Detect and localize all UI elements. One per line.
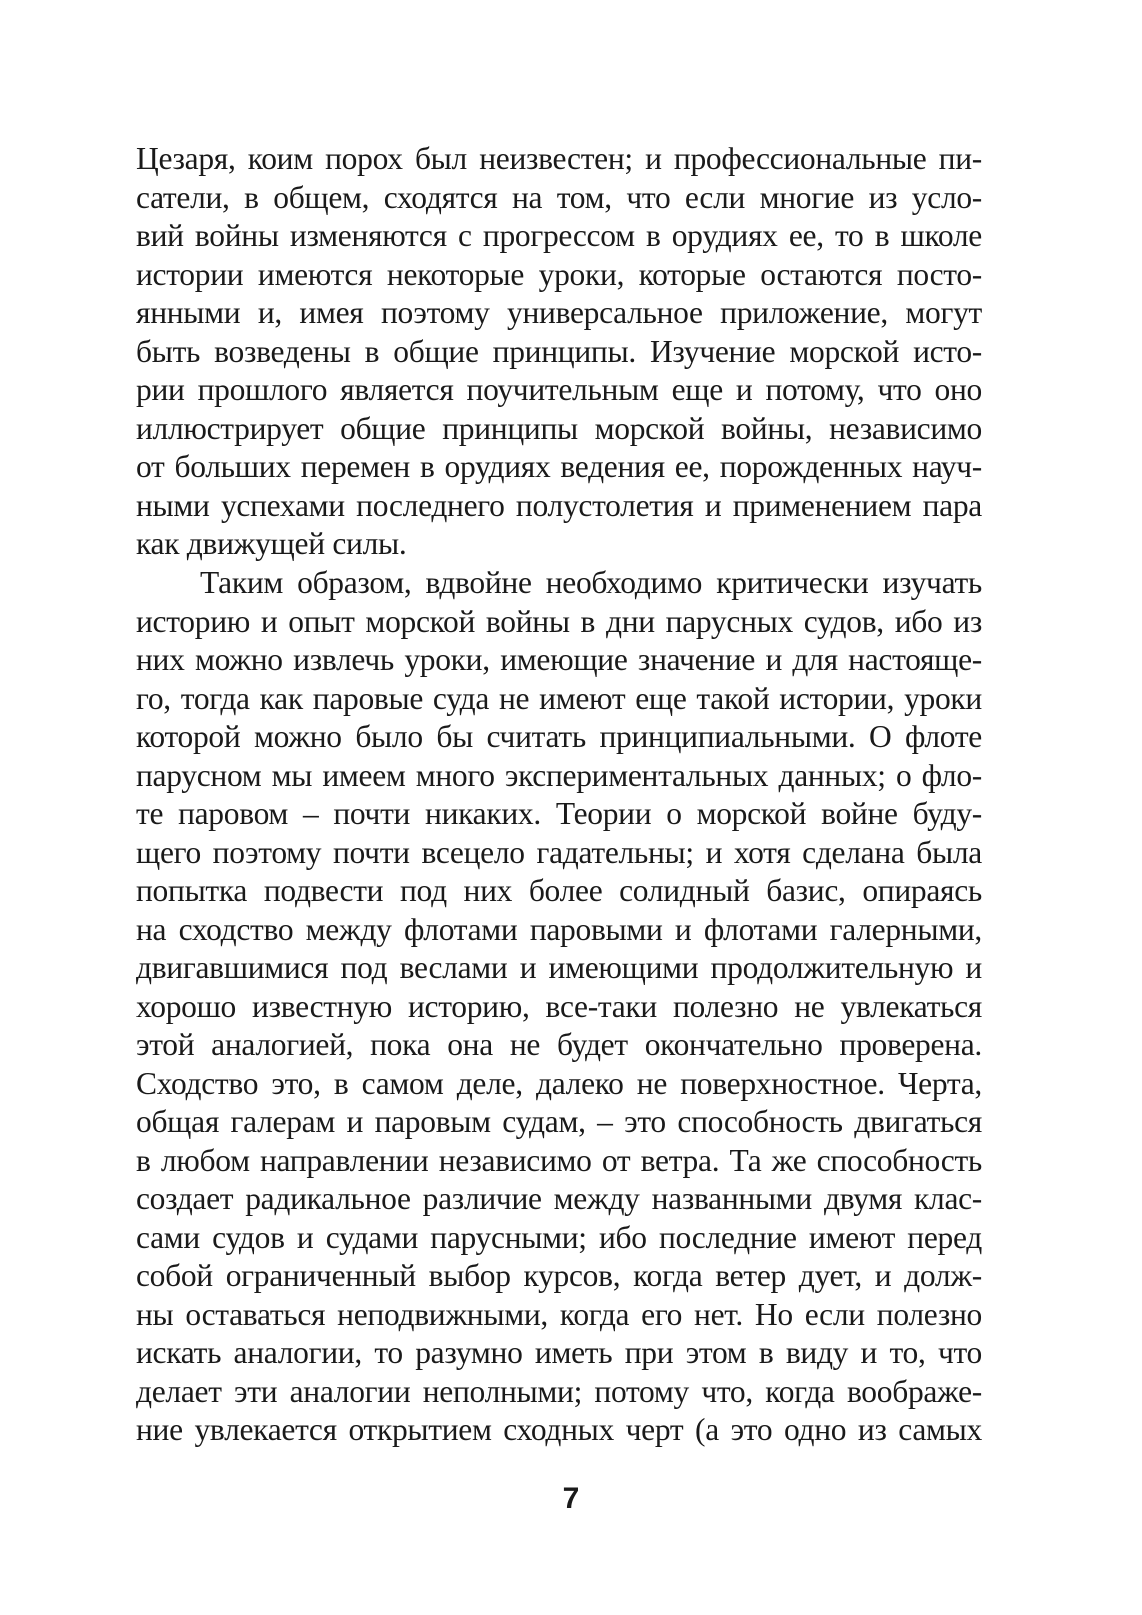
text-line: Сходство это, в самом деле, далеко не поверхностное. Черта, [136,1065,982,1101]
paragraph-1 [136,140,982,564]
text-line: от больших перемен в орудиях ведения ее, порожденных науч- [136,449,982,484]
text-line: них можно извлечь уроки, имеющие значение и для настояще- [136,642,982,677]
text-line: рии прошлого является поучительным еще и потому, что оно [136,372,982,407]
text-line: ны оставаться неподвижными, когда его нет. Но если полезно [136,1296,982,1332]
text-line: иллюстрирует общие принципы морской войны, независимо [136,410,982,446]
paragraph-2 [136,564,982,1450]
text-line: щего поэтому почти всецело гадательны; и хотя сделана была [136,834,982,870]
text-line: быть возведены в общие принципы. Изучение морской исто- [136,333,982,369]
text-line: янными и, имея поэтому универсальное приложение, могут [136,295,982,330]
body-text [136,140,982,1450]
text-line: историю и опыт морской войны в дни парусных судов, ибо из [136,603,982,639]
text-line: хорошо известную историю, все-таки полезно не увлекаться [136,988,982,1024]
text-line: попытка подвести под них более солидный базис, опираясь [136,873,982,908]
text-line: общая галерам и паровым судам, – это способность двигаться [136,1104,982,1139]
text-line: собой ограниченный выбор курсов, когда ветер дует, и долж- [136,1258,982,1293]
text-line: Цезаря, коим порох был неизвестен; и профессиональные пи- [136,141,982,176]
text-line: сатели, в общем, сходятся на том, что если многие из усло- [136,179,982,215]
text-line: го, тогда как паровые суда не имеют еще такой истории, уроки [136,680,982,716]
text-line: двигавшимися под веслами и имеющими продолжительную и [136,950,982,985]
text-line: этой аналогией, пока она не будет окончательно проверена. [136,1027,982,1062]
text-line: на сходство между флотами паровыми и флотами галерными, [136,911,982,947]
text-line: как движущей силы. [136,526,407,561]
text-line: сами судов и судами парусными; ибо последние имеют перед [136,1219,982,1255]
text-line: ние увлекается открытием сходных черт (а это одно из самых [136,1412,982,1447]
text-line: искать аналогии, то разумно иметь при этом в виду и то, что [136,1335,982,1370]
text-line: ными успехами последнего полустолетия и применением пара [136,487,982,523]
text-line: парусном мы имеем много экспериментальных данных; о фло- [136,757,982,793]
text-line: делает эти аналогии неполными; потому что, когда воображе- [136,1373,982,1409]
text-line: те паровом – почти никаких. Теории о морской войне буду- [136,796,982,831]
text-line: Таким образом, вдвойне необходимо критически изучать [200,565,982,600]
page-number: 7 [562,1482,580,1515]
text-line: которой можно было бы считать принципиальными. О флоте [136,719,982,754]
text-line: вий войны изменяются с прогрессом в орудиях ее, то в школе [136,218,982,253]
text-line: создает радикальное различие между названными двумя клас- [136,1181,982,1216]
text-line: в любом направлении независимо от ветра. Та же способность [136,1142,982,1178]
text-line: истории имеются некоторые уроки, которые остаются посто- [136,256,982,292]
